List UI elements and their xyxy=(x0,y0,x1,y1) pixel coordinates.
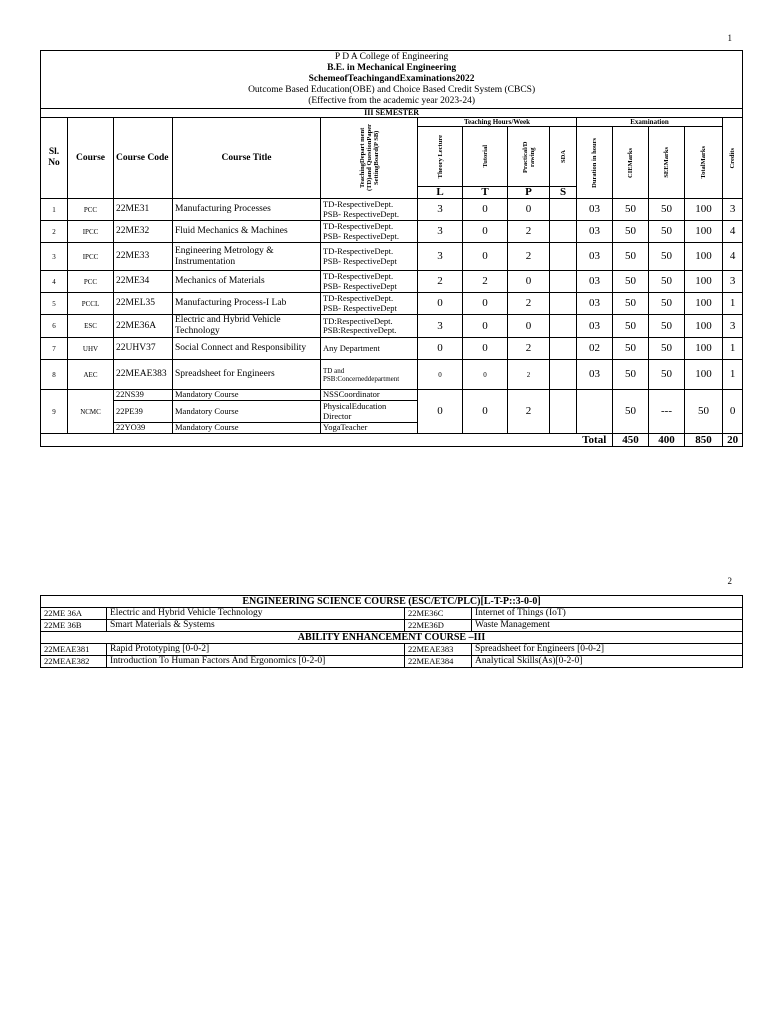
elective-title: Waste Management xyxy=(472,620,743,632)
col-duration: Duration in hours xyxy=(577,127,613,199)
row-P: 0 xyxy=(508,199,550,221)
elective-title: Internet of Things (IoT) xyxy=(472,608,743,620)
row-T: 0 xyxy=(463,315,508,338)
row-code: 22NS39 xyxy=(114,390,173,401)
table-row xyxy=(41,338,743,360)
row-cie: 50 xyxy=(613,360,649,390)
col-course: Course xyxy=(68,118,114,199)
row-sl: 7 xyxy=(41,338,68,360)
dept-line: PSB:RespectiveDept. xyxy=(323,325,397,335)
row-sl: 5 xyxy=(41,293,68,315)
row-title: Engineering Metrology & Instrumentation xyxy=(173,243,321,271)
col-title: Course Title xyxy=(173,118,321,199)
row-code: 22ME34 xyxy=(114,271,173,293)
row-L: 0 xyxy=(418,338,463,360)
elective-title: Rapid Prototyping [0-0-2] xyxy=(107,644,405,656)
teaching-hours-header: Teaching Hours/Week xyxy=(418,118,577,127)
dept-line: PSB- RespectiveDept. xyxy=(323,208,400,219)
row-duration: 03 xyxy=(577,360,613,390)
totals-credits: 20 xyxy=(723,434,743,447)
row-S xyxy=(550,390,577,434)
college-name: P D A College of Engineering xyxy=(334,52,449,62)
electives-table xyxy=(40,595,743,668)
row-S xyxy=(550,315,577,338)
row-course: IPCC xyxy=(68,221,114,243)
elective-code: 22MEAE383 xyxy=(405,644,472,656)
dept-line: TD and xyxy=(323,366,345,375)
row-total: 100 xyxy=(685,315,723,338)
row-dept xyxy=(321,221,418,243)
row-sl: 2 xyxy=(41,221,68,243)
row-total: 100 xyxy=(685,221,723,243)
row-course: ESC xyxy=(68,315,114,338)
table-row xyxy=(41,360,743,390)
row-S xyxy=(550,221,577,243)
row-title: Manufacturing Process-I Lab xyxy=(173,293,321,315)
table-row xyxy=(41,243,743,271)
row-duration: 03 xyxy=(577,315,613,338)
elective-code: 22ME36C xyxy=(405,608,472,620)
row-T: 0 xyxy=(463,390,508,434)
row-L: 3 xyxy=(418,221,463,243)
row-code: 22ME33 xyxy=(114,243,173,271)
row-duration: 02 xyxy=(577,338,613,360)
row-T: 0 xyxy=(463,199,508,221)
row-credits: 3 xyxy=(723,315,743,338)
row-see: 50 xyxy=(649,271,685,293)
dept-line: TD-RespectiveDept. xyxy=(323,293,394,303)
degree-name: B.E. in Mechanical Engineering xyxy=(327,63,457,73)
esc-title: ENGINEERING SCIENCE COURSE (ESC/ETC/PLC)[L-T-P::3-0-0] xyxy=(41,596,743,608)
col-P: P xyxy=(508,187,550,199)
totals-see: 400 xyxy=(649,434,685,447)
row-title: Fluid Mechanics & Machines xyxy=(173,221,321,243)
row-T: 0 xyxy=(463,243,508,271)
row-course: PCC xyxy=(68,199,114,221)
semester-label: III SEMESTER xyxy=(41,109,743,118)
row-dept: PhysicalEducation Director xyxy=(321,401,418,423)
row-duration: 03 xyxy=(577,293,613,315)
row-S xyxy=(550,243,577,271)
col-L: L xyxy=(418,187,463,199)
table-header xyxy=(41,51,743,109)
totals-row xyxy=(41,434,743,447)
row-cie: 50 xyxy=(613,221,649,243)
table-row xyxy=(41,271,743,293)
row-total: 100 xyxy=(685,360,723,390)
row-dept xyxy=(321,360,418,390)
row-dept xyxy=(321,338,418,360)
row-duration: 03 xyxy=(577,243,613,271)
row-code: 22ME36A xyxy=(114,315,173,338)
row-sl: 8 xyxy=(41,360,68,390)
row-see: 50 xyxy=(649,360,685,390)
row-code: 22UHV37 xyxy=(114,338,173,360)
elective-row xyxy=(41,644,743,656)
elective-code: 22ME 36A xyxy=(41,608,107,620)
row-see: 50 xyxy=(649,315,685,338)
row-course: NCMC xyxy=(68,390,114,434)
row-P: 2 xyxy=(508,390,550,434)
row-course: PCC xyxy=(68,271,114,293)
elective-title: Analytical Skills(As)[0-2-0] xyxy=(472,656,743,668)
elective-title: Introduction To Human Factors And Ergonomics [0-2-0] xyxy=(107,656,405,668)
row-see: 50 xyxy=(649,293,685,315)
col-T: T xyxy=(463,187,508,199)
col-cie: CIEMarks xyxy=(613,127,649,199)
elective-row xyxy=(41,608,743,620)
row-T: 0 xyxy=(463,221,508,243)
dept-line: TD-RespectiveDept. xyxy=(323,271,394,281)
row-L: 3 xyxy=(418,199,463,221)
dept-line: Any Department xyxy=(323,342,380,353)
row-L: 3 xyxy=(418,315,463,338)
col-tutorial: Tutorial xyxy=(463,127,508,187)
row-dept xyxy=(321,199,418,221)
row-dept xyxy=(321,243,418,271)
row-sl: 3 xyxy=(41,243,68,271)
row-code: 22MEL35 xyxy=(114,293,173,315)
aec-title-row xyxy=(41,632,743,644)
row-duration xyxy=(577,390,613,434)
row-sl: 4 xyxy=(41,271,68,293)
row-sl: 1 xyxy=(41,199,68,221)
row-total: 50 xyxy=(685,390,723,434)
row-credits: 4 xyxy=(723,243,743,271)
effective-line: (Effective from the academic year 2023-24) xyxy=(308,96,475,106)
row-cie: 50 xyxy=(613,338,649,360)
col-sda: SDA xyxy=(550,127,577,187)
table-row xyxy=(41,293,743,315)
table-row xyxy=(41,199,743,221)
row-credits: 4 xyxy=(723,221,743,243)
page-number: 1 xyxy=(727,33,732,43)
row-title: Spreadsheet for Engineers xyxy=(173,360,321,390)
row-title: Mechanics of Materials xyxy=(173,271,321,293)
row-credits: 3 xyxy=(723,199,743,221)
row-cie: 50 xyxy=(613,271,649,293)
row-cie: 50 xyxy=(613,390,649,434)
row-code: 22ME31 xyxy=(114,199,173,221)
row-L: 0 xyxy=(418,293,463,315)
row-cie: 50 xyxy=(613,243,649,271)
aec-title: ABILITY ENHANCEMENT COURSE –III xyxy=(41,632,743,644)
elective-code: 22MEAE382 xyxy=(41,656,107,668)
row-credits: 0 xyxy=(723,390,743,434)
col-see: SEEMarks xyxy=(649,127,685,199)
elective-code: 22ME 36B xyxy=(41,620,107,632)
col-teaching-dept: TeachingDepart ment (TD)and QuestionPaper SettingBoard(P SB) xyxy=(321,118,418,199)
row-total: 100 xyxy=(685,293,723,315)
dept-line: PSB- RespectiveDept xyxy=(323,280,397,291)
obe-line: Outcome Based Education(OBE) and Choice Based Credit System (CBCS) xyxy=(248,85,536,95)
row-P: 2 xyxy=(508,293,550,315)
row-P: 2 xyxy=(508,221,550,243)
row-T: 0 xyxy=(463,293,508,315)
totals-blank xyxy=(41,434,577,447)
row-S xyxy=(550,271,577,293)
row-P: 0 xyxy=(508,315,550,338)
row-title: Social Connect and Responsibility xyxy=(173,338,321,360)
row-title: Electric and Hybrid Vehicle Technology xyxy=(173,315,321,338)
row-dept xyxy=(321,315,418,338)
elective-title: Electric and Hybrid Vehicle Technology xyxy=(107,608,405,620)
col-total: TotalMarks xyxy=(685,127,723,199)
row-course: AEC xyxy=(68,360,114,390)
dept-line: TD:RespectiveDept. xyxy=(323,315,393,326)
dept-line: PSB- RespectiveDept xyxy=(323,302,397,313)
row-dept xyxy=(321,293,418,315)
examination-header: Examination xyxy=(577,118,723,127)
row-see: --- xyxy=(649,390,685,434)
col-credits: Credits xyxy=(723,118,743,199)
elective-row xyxy=(41,656,743,668)
row-code: 22ME32 xyxy=(114,221,173,243)
row-L: 0 xyxy=(418,360,463,390)
row-T: 0 xyxy=(463,360,508,390)
row-duration: 03 xyxy=(577,221,613,243)
row-code: 22YO39 xyxy=(114,423,173,434)
dept-line: TD-RespectiveDept. xyxy=(323,246,394,256)
row-P: 2 xyxy=(508,243,550,271)
row-code: 22PE39 xyxy=(114,401,173,423)
row-sl: 6 xyxy=(41,315,68,338)
row-total: 100 xyxy=(685,199,723,221)
row-P: 2 xyxy=(508,360,550,390)
row-cie: 50 xyxy=(613,199,649,221)
scheme-table xyxy=(40,50,743,447)
row-credits: 3 xyxy=(723,271,743,293)
col-code: Course Code xyxy=(114,118,173,199)
scheme-title: SchemeofTeachingandExaminations2022 xyxy=(308,74,475,84)
dept-line: PSB:Concerneddepartment xyxy=(323,374,400,383)
dept-line: TD-RespectiveDept. xyxy=(323,199,394,209)
row-total: 100 xyxy=(685,338,723,360)
row-duration: 03 xyxy=(577,271,613,293)
totals-total: 850 xyxy=(685,434,723,447)
row-dept: NSSCoordinator xyxy=(321,390,418,401)
col-theory: Theory Lecture xyxy=(418,127,463,187)
row-see: 50 xyxy=(649,199,685,221)
row-L: 0 xyxy=(418,390,463,434)
row-course: UHV xyxy=(68,338,114,360)
table-row xyxy=(41,221,743,243)
row-credits: 1 xyxy=(723,338,743,360)
elective-title: Smart Materials & Systems xyxy=(107,620,405,632)
elective-code: 22ME36D xyxy=(405,620,472,632)
row-title: Mandatory Course xyxy=(173,423,321,434)
row-see: 50 xyxy=(649,243,685,271)
elective-title: Spreadsheet for Engineers [0-0-2] xyxy=(472,644,743,656)
row-L: 3 xyxy=(418,243,463,271)
row-see: 50 xyxy=(649,338,685,360)
row-dept: YogaTeacher xyxy=(321,423,418,434)
dept-line: TD-RespectiveDept. xyxy=(323,221,394,231)
row-dept xyxy=(321,271,418,293)
row-title: Manufacturing Processes xyxy=(173,199,321,221)
row-T: 0 xyxy=(463,338,508,360)
row-code: 22MEAE383 xyxy=(114,360,173,390)
row-credits: 1 xyxy=(723,293,743,315)
totals-cie: 450 xyxy=(613,434,649,447)
row-S xyxy=(550,199,577,221)
row-duration: 03 xyxy=(577,199,613,221)
elective-code: 22MEAE384 xyxy=(405,656,472,668)
row-P: 0 xyxy=(508,271,550,293)
dept-line: PSB- RespectiveDept. xyxy=(323,230,400,241)
row-T: 2 xyxy=(463,271,508,293)
table-row xyxy=(41,315,743,338)
row-cie: 50 xyxy=(613,315,649,338)
row-P: 2 xyxy=(508,338,550,360)
row-S xyxy=(550,293,577,315)
row-course: PCCL xyxy=(68,293,114,315)
page-number: 2 xyxy=(727,576,732,586)
elective-code: 22MEAE381 xyxy=(41,644,107,656)
row-course: IPCC xyxy=(68,243,114,271)
col-practical: Practical/D rawing xyxy=(508,127,550,187)
row-S xyxy=(550,338,577,360)
row-sl: 9 xyxy=(41,390,68,434)
row-title: Mandatory Course xyxy=(173,401,321,423)
table-row xyxy=(41,390,743,401)
elective-row xyxy=(41,620,743,632)
totals-label: Total xyxy=(577,434,613,447)
col-sl: Sl. No xyxy=(41,118,68,199)
row-title: Mandatory Course xyxy=(173,390,321,401)
col-S: S xyxy=(550,187,577,199)
dept-line: PSB- RespectiveDept xyxy=(323,255,397,266)
row-see: 50 xyxy=(649,221,685,243)
row-L: 2 xyxy=(418,271,463,293)
row-credits: 1 xyxy=(723,360,743,390)
row-total: 100 xyxy=(685,271,723,293)
row-cie: 50 xyxy=(613,293,649,315)
row-total: 100 xyxy=(685,243,723,271)
row-S xyxy=(550,360,577,390)
